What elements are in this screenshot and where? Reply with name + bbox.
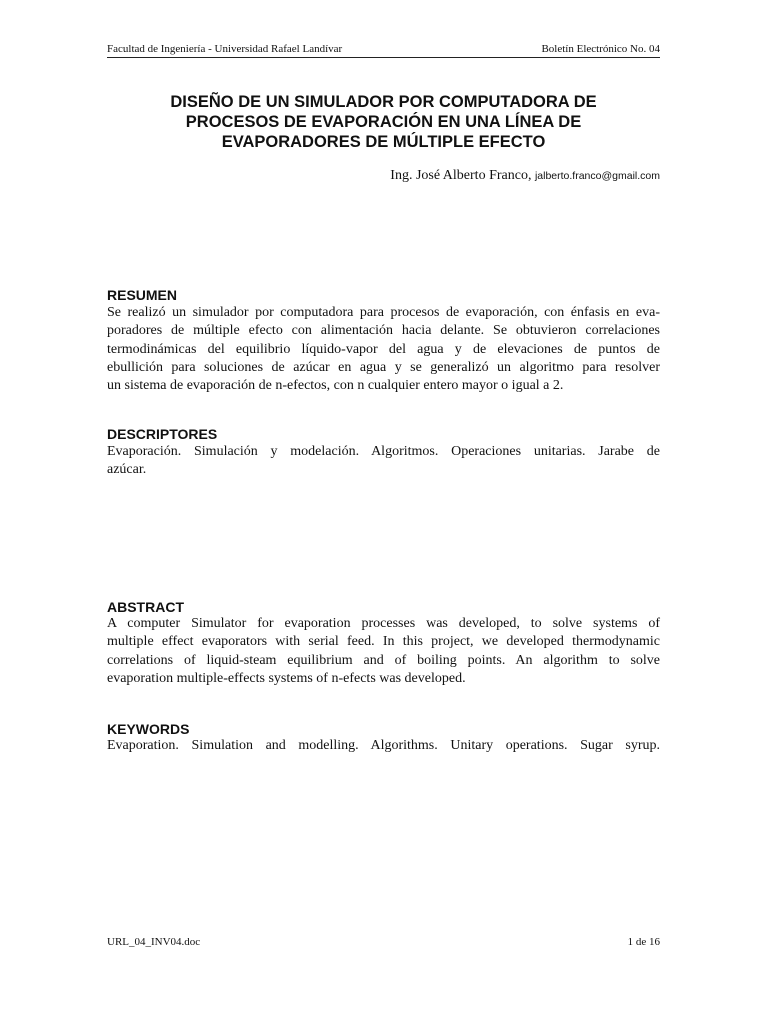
author-line [390,168,660,184]
keywords-paragraph [107,737,660,755]
abstract-paragraph [107,615,660,688]
abstract-heading: ABSTRACT [107,599,184,615]
abstract-line: evaporation multiple-effects systems of n-efects was developed. [107,670,466,686]
resumen-line: ebullición para soluciones de azúcar en agua y se generalizó un algoritmo para resolver [107,359,660,375]
descriptores-heading: DESCRIPTORES [107,426,218,442]
descriptores-line: Evaporación. Simulación y modelación. Algoritmos. Operaciones unitarias. Jarabe de [107,444,660,459]
descriptores-paragraph [107,443,660,480]
keywords-heading: KEYWORDS [107,721,190,737]
abstract-line: multiple effect evaporators with serial feed. In this project, we developed thermodynamic [107,634,660,650]
resumen-line: poradores de múltiple efecto con alimentación hacia delante. Se obtuvieron correlaciones [107,323,660,339]
title-line-1: DISEÑO DE UN SIMULADOR POR COMPUTADORA DE [170,93,597,111]
resumen-paragraph [107,304,660,395]
author-name: Ing. José Alberto Franco, [390,168,532,183]
page-header [107,43,660,58]
author-email: jalberto.franco@gmail.com [534,170,660,182]
header-institution: Facultad de Ingeniería - Universidad Rafael Landívar [107,43,343,55]
keywords-line: Evaporation. Simulation and modelling. Algorithms. Unitary operations. Sugar syrup. [107,738,660,753]
header-bulletin: Boletín Electrónico No. 04 [541,43,660,55]
title-line-3: EVAPORADORES DE MÚLTIPLE EFECTO [221,133,546,151]
footer-page-number: 1 de 16 [627,936,660,948]
title-line-2: PROCESOS DE EVAPORACIÓN EN UNA LÍNEA DE [185,113,582,131]
abstract-line: A computer Simulator for evaporation processes was developed, to solve systems of [107,616,660,631]
resumen-line: termodinámicas del equilibrio líquido-vapor del agua y de elevaciones de puntos de [107,341,660,357]
descriptores-line: azúcar. [107,462,147,478]
resumen-line: Se realizó un simulador por computadora para procesos de evaporación, con énfasis en eva- [107,305,660,320]
resumen-heading: RESUMEN [107,287,178,303]
document-title [107,92,660,152]
footer-filename: URL_04_INV04.doc [107,936,201,948]
abstract-line: correlations of liquid-steam equilibrium and of boiling points. An algorithm to solve [107,652,660,668]
resumen-line: un sistema de evaporación de n-efectos, con n cualquier entero mayor o igual a 2. [107,378,564,394]
